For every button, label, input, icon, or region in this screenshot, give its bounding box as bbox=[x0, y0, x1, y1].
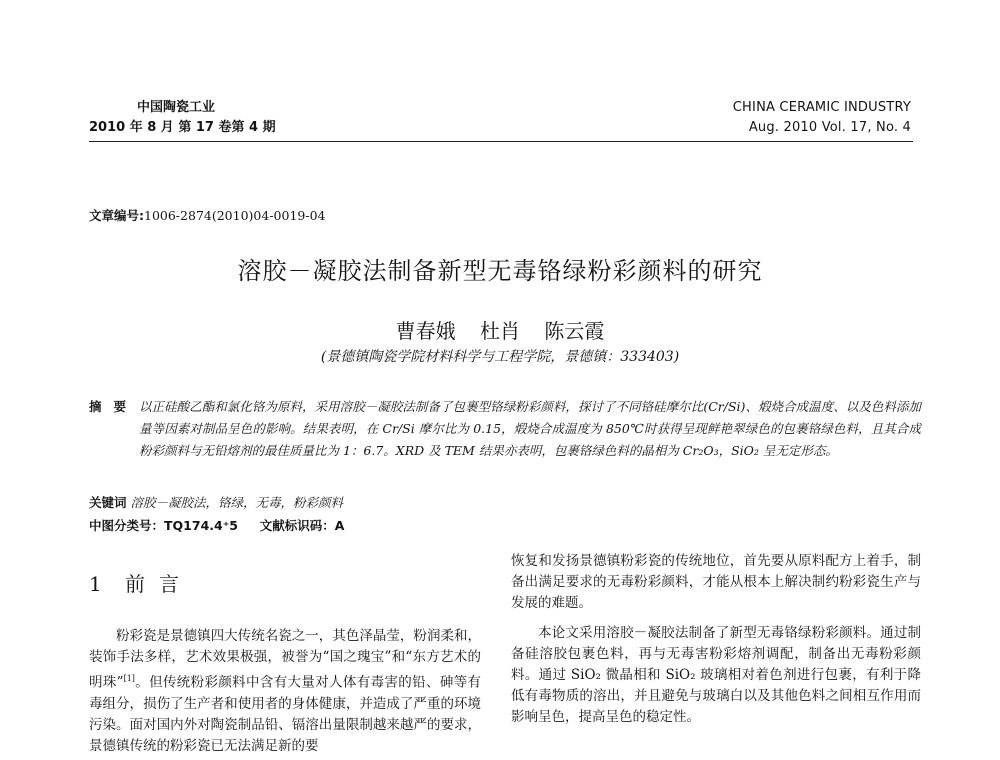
classification-value: TQ174.4⁺5 bbox=[164, 518, 239, 533]
affiliation: (景德镇陶瓷学院材料科学与工程学院，景德镇：333403) bbox=[320, 349, 680, 365]
article-number-value: 1006-2874(2010)04-0019-04 bbox=[144, 208, 326, 223]
journal-name-cn: 中国陶瓷工业 bbox=[137, 100, 216, 115]
doc-code-label: 文献标识码： bbox=[259, 518, 335, 533]
article-number bbox=[89, 206, 325, 224]
keywords-text: 溶胶－凝胶法，铬绿，无毒，粉彩颜料 bbox=[130, 495, 344, 510]
issue-info-cn: 2010 年 8 月 第 17 卷第 4 期 bbox=[89, 120, 276, 135]
paragraph: 本论文采用溶胶－凝胶法制备了新型无毒铬绿粉彩颜料。通过制备硅溶胶包裹色料，再与无毒害粉彩熔剂调配，制备出无毒粉彩颜料。通过 SiO₂ 微晶相和 SiO₂ 玻璃相对着色剂进行包裹，有利于降低有毒物质的溶出，并且避免与玻璃白以及其他色料之间相互作用而影响呈色，提高呈色的稳定性。 bbox=[511, 625, 921, 725]
citation-ref: [1] bbox=[123, 674, 135, 683]
section-number: 1 bbox=[89, 572, 102, 596]
paragraph: 恢复和发扬景德镇粉彩瓷的传统地位，首先要从原料配方上着手，制备出满足要求的无毒粉彩颜料，才能从根本上解决制约粉彩瓷生产与发展的难题。 bbox=[511, 553, 921, 611]
doc-code-value: A bbox=[334, 518, 345, 533]
keywords-label: 关键词 bbox=[89, 495, 127, 510]
journal-name-en: CHINA CERAMIC INDUSTRY bbox=[732, 100, 911, 115]
paragraph bbox=[89, 626, 481, 757]
section-title: 前言 bbox=[125, 572, 193, 596]
header-rule bbox=[89, 141, 913, 142]
paper-title: 溶胶－凝胶法制备新型无毒铬绿粉彩颜料的研究 bbox=[237, 257, 763, 285]
authors: 曹春娥 杜肖 陈云霞 bbox=[395, 319, 605, 343]
abstract bbox=[89, 396, 921, 462]
abstract-text: 以正硅酸乙酯和氯化铬为原料，采用溶胶－凝胶法制备了包裹型铬绿粉彩颜料，探讨了不同铬硅摩尔比(Cr/Si)、煅烧合成温度、以及色料添加量等因素对制品呈色的影响。结果表明，在 Cr/Si 摩尔比为 0.15，煅烧合成温度为 850℃时获得呈现鲜艳翠绿色的包裹铬绿色料，且其合成粉彩颜料与无铅熔剂的最佳质量比为 1：6.7。XRD 及 TEM 结果亦表明，包裹铬绿色料的晶相为 Cr₂O₃，SiO₂ 呈无定形态。 bbox=[139, 399, 921, 458]
abstract-label: 摘要 bbox=[89, 399, 139, 414]
keywords bbox=[89, 493, 343, 511]
article-number-label: 文章编号: bbox=[89, 208, 144, 223]
section-heading bbox=[89, 568, 193, 597]
classification-label: 中图分类号： bbox=[89, 518, 165, 533]
classification-line bbox=[89, 516, 344, 534]
right-column bbox=[511, 551, 921, 728]
journal-header-right bbox=[733, 98, 911, 138]
left-column bbox=[89, 626, 481, 757]
journal-header-left bbox=[89, 98, 276, 138]
paragraph-text: 粉彩瓷是景德镇四大传统名瓷之一，其色泽晶莹，粉润柔和，装饰手法多样，艺术效果极强，被誉为“国之瑰宝”和“东方艺术的明珠” bbox=[89, 628, 481, 691]
paragraph-text-cont: 。但传统粉彩颜料中含有大量对人体有毒害的铅、砷等有毒组分，损伤了生产者和使用者的身体健康，并造成了严重的环境污染。面对国内外对陶瓷制品铅、镉溶出量限制越来越严的要求，景德镇传统的粉彩瓷已无法满足新的要 bbox=[89, 674, 482, 754]
issue-info-en: Aug. 2010 Vol. 17, No. 4 bbox=[748, 120, 911, 135]
